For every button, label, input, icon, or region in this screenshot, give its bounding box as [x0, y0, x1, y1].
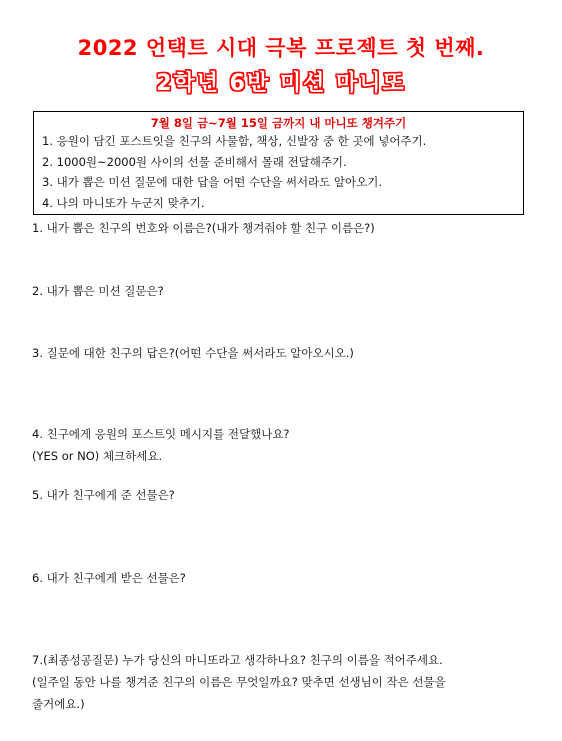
page-title: 2022 언택트 시대 극복 프로젝트 첫 번째.	[77, 36, 485, 60]
task-item: 2. 1000원~2000원 사이의 선물 준비해서 몰래 전달해주기.	[42, 154, 347, 169]
task-box-header: 7월 8일 금~7월 15일 금까지 내 마니또 챙겨주기	[150, 116, 407, 130]
task-item: 4. 나의 마니또가 누군지 맞추기.	[42, 195, 205, 210]
question-7-line-1: 7.(최종성공질문) 누가 당신의 마니또라고 생각하나요? 친구의 이름을 적어주세요.	[32, 653, 443, 667]
task-list	[34, 131, 523, 213]
question-7-line-2: (일주일 동안 나를 챙겨준 친구의 이름은 무엇일까요? 맞추면 선생님이 작은 선물을	[32, 675, 446, 689]
question-3: 3. 질문에 대한 친구의 답은?(어떤 수단을 써서라도 알아오시오.)	[32, 346, 354, 360]
task-box	[33, 111, 524, 215]
question-7-line-3: 줄거에요.)	[32, 697, 85, 711]
question-7	[32, 651, 446, 714]
question-5: 5. 내가 친구에게 준 선물은?	[32, 488, 175, 502]
task-item: 1. 응원이 담긴 포스트잇을 친구의 사물함, 책상, 신발장 중 한 곳에 넣어주기.	[42, 134, 427, 148]
question-2: 2. 내가 뽑은 미션 질문은?	[32, 284, 164, 298]
question-4-line-1: 4. 친구에게 응원의 포스트잇 메시지를 전달했나요?	[32, 427, 290, 441]
page-subtitle: 2학년 6반 미션 마니또	[156, 71, 406, 96]
question-4-line-2: (YES or NO) 체크하세요.	[32, 449, 163, 463]
question-4	[32, 425, 290, 466]
question-6: 6. 내가 친구에게 받은 선물은?	[32, 571, 186, 585]
question-1: 1. 내가 뽑은 친구의 번호와 이름은?(내가 챙겨줘야 할 친구 이름은?)	[32, 221, 375, 235]
task-item: 3. 내가 뽑은 미션 질문에 대한 답을 어떤 수단을 써서라도 알아오기.	[42, 175, 383, 189]
